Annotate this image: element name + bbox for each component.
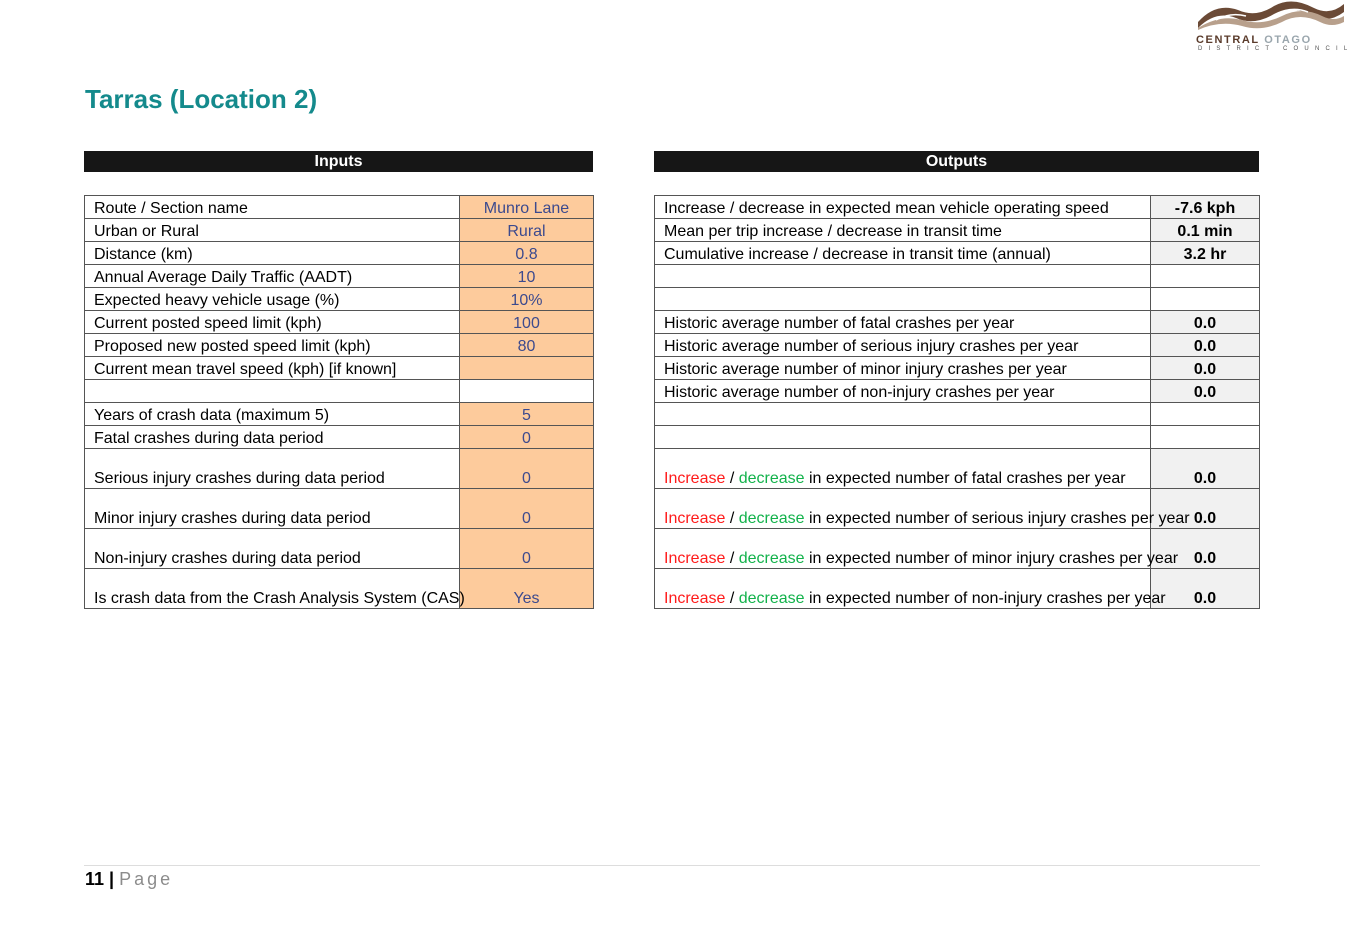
decrease-text: decrease	[738, 550, 805, 567]
table-row	[85, 334, 594, 357]
table-row	[655, 357, 1260, 380]
input-label: Minor injury crashes during data period	[85, 489, 460, 529]
change-suffix: in expected number of minor injury crashes per year	[804, 550, 1179, 567]
table-row	[655, 403, 1260, 426]
output-label: Historic average number of serious injury crashes per year	[655, 334, 1151, 357]
input-value[interactable]: 0	[460, 426, 594, 449]
input-value[interactable]: Yes	[460, 569, 594, 609]
table-row	[85, 265, 594, 288]
output-value: 3.2 hr	[1151, 242, 1260, 265]
input-value[interactable]: 80	[460, 334, 594, 357]
inputs-table	[84, 195, 594, 609]
output-value: 0.0	[1151, 569, 1260, 609]
input-label: Is crash data from the Crash Analysis System (CAS)	[85, 569, 460, 609]
input-label: Distance (km)	[85, 242, 460, 265]
input-label: Proposed new posted speed limit (kph)	[85, 334, 460, 357]
output-change-label	[655, 569, 1166, 609]
table-row	[655, 288, 1260, 311]
increase-text: Increase	[664, 590, 726, 607]
logo-wordmark	[1196, 34, 1346, 46]
change-suffix: in expected number of serious injury crashes per year	[804, 510, 1190, 527]
input-label: Annual Average Daily Traffic (AADT)	[85, 265, 460, 288]
output-value: -7.6 kph	[1151, 196, 1260, 219]
output-value: 0.0	[1151, 489, 1260, 529]
input-value[interactable]: 0	[460, 529, 594, 569]
table-row	[655, 219, 1260, 242]
table-row	[85, 426, 594, 449]
inputs-header: Inputs	[84, 151, 593, 172]
output-label: Historic average number of minor injury crashes per year	[655, 357, 1151, 380]
output-label: Mean per trip increase / decrease in transit time	[655, 219, 1151, 242]
table-row	[85, 288, 594, 311]
outputs-table	[654, 195, 1260, 609]
input-value[interactable]: Munro Lane	[460, 196, 594, 219]
input-value-blank	[460, 380, 594, 403]
output-value: 0.0	[1151, 357, 1260, 380]
input-label: Non-injury crashes during data period	[85, 529, 460, 569]
table-row	[655, 489, 1260, 529]
page-label: Page	[119, 869, 174, 889]
input-value[interactable]: 0	[460, 449, 594, 489]
council-logo	[1196, 0, 1354, 56]
output-value: 0.0	[1151, 311, 1260, 334]
page-footer	[85, 869, 173, 890]
output-label	[655, 426, 1151, 449]
input-label: Serious injury crashes during data period	[85, 449, 460, 489]
input-label: Fatal crashes during data period	[85, 426, 460, 449]
input-value[interactable]: 0	[460, 489, 594, 529]
page-number: 11	[85, 869, 105, 889]
table-row	[85, 357, 594, 380]
input-value[interactable]: 10%	[460, 288, 594, 311]
outputs-header: Outputs	[654, 151, 1259, 172]
table-row	[85, 242, 594, 265]
output-value: 0.0	[1151, 334, 1260, 357]
output-value: 0.0	[1151, 529, 1260, 569]
input-label	[85, 380, 460, 403]
increase-text: Increase	[664, 510, 726, 527]
logo-subtitle: DISTRICT COUNCIL	[1198, 46, 1354, 52]
slash-text: /	[725, 590, 739, 607]
increase-text: Increase	[664, 470, 726, 487]
table-row	[655, 426, 1260, 449]
output-label: Cumulative increase / decrease in transit time (annual)	[655, 242, 1151, 265]
table-row	[85, 380, 594, 403]
input-label: Expected heavy vehicle usage (%)	[85, 288, 460, 311]
slash-text: /	[725, 550, 739, 567]
output-change-label	[655, 449, 1151, 489]
change-suffix: in expected number of non-injury crashes per year	[804, 590, 1166, 607]
footer-separator: |	[104, 869, 120, 889]
input-value[interactable]: 10	[460, 265, 594, 288]
input-label: Route / Section name	[85, 196, 460, 219]
logo-word-central: CENTRAL	[1196, 34, 1260, 46]
table-row	[85, 196, 594, 219]
input-value[interactable]: Rural	[460, 219, 594, 242]
output-value	[1151, 403, 1260, 426]
input-value[interactable]: 5	[460, 403, 594, 426]
table-row	[655, 569, 1260, 609]
output-value	[1151, 426, 1260, 449]
increase-text: Increase	[664, 550, 726, 567]
logo-word-otago: OTAGO	[1264, 34, 1312, 46]
decrease-text: decrease	[738, 470, 805, 487]
input-label: Current mean travel speed (kph) [if known]	[85, 357, 460, 380]
input-value[interactable]: 100	[460, 311, 594, 334]
input-value[interactable]	[460, 357, 594, 380]
page-title: Tarras (Location 2)	[85, 84, 318, 114]
table-row	[85, 489, 594, 529]
table-row	[85, 569, 594, 609]
table-row	[655, 265, 1260, 288]
output-value	[1151, 265, 1260, 288]
output-value: 0.0	[1151, 380, 1260, 403]
output-label: Historic average number of non-injury crashes per year	[655, 380, 1151, 403]
table-row	[85, 219, 594, 242]
output-label	[655, 265, 1151, 288]
table-row	[655, 242, 1260, 265]
change-suffix: in expected number of fatal crashes per year	[804, 470, 1126, 487]
table-row	[655, 380, 1260, 403]
decrease-text: decrease	[738, 510, 805, 527]
output-change-label	[655, 489, 1190, 529]
table-row	[655, 334, 1260, 357]
output-label: Increase / decrease in expected mean vehicle operating speed	[655, 196, 1151, 219]
output-label	[655, 288, 1151, 311]
footer-divider	[84, 865, 1260, 866]
output-value: 0.1 min	[1151, 219, 1260, 242]
input-label: Current posted speed limit (kph)	[85, 311, 460, 334]
table-row	[655, 449, 1260, 489]
slash-text: /	[725, 470, 739, 487]
logo-waves-icon	[1196, 0, 1346, 30]
table-row	[655, 196, 1260, 219]
table-row	[85, 529, 594, 569]
decrease-text: decrease	[738, 590, 805, 607]
table-row	[655, 529, 1260, 569]
output-change-label	[655, 529, 1179, 569]
input-label: Urban or Rural	[85, 219, 460, 242]
input-value[interactable]: 0.8	[460, 242, 594, 265]
table-row	[85, 311, 594, 334]
input-label: Years of crash data (maximum 5)	[85, 403, 460, 426]
table-row	[655, 311, 1260, 334]
table-row	[85, 449, 594, 489]
output-label: Historic average number of fatal crashes per year	[655, 311, 1151, 334]
output-value	[1151, 288, 1260, 311]
table-row	[85, 403, 594, 426]
slash-text: /	[725, 510, 739, 527]
output-value: 0.0	[1151, 449, 1260, 489]
output-label	[655, 403, 1151, 426]
